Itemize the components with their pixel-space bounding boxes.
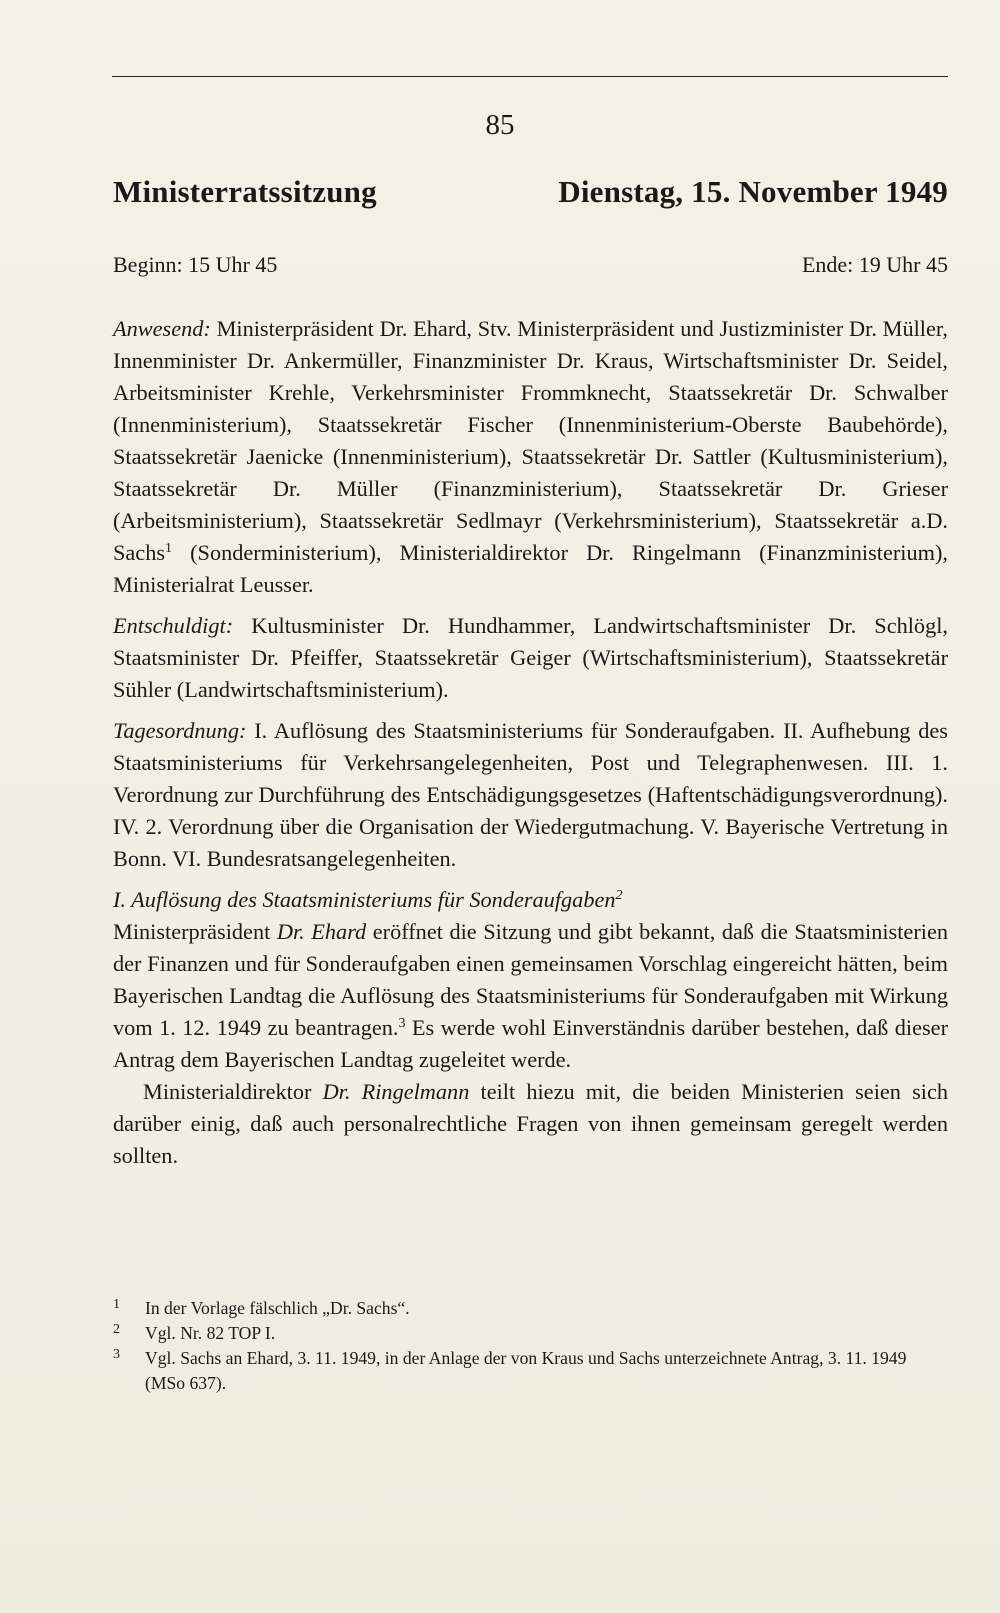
footnote-ref-1: 1: [165, 541, 173, 556]
body-paragraph-2: [113, 1076, 948, 1172]
session-end: Ende: 19 Uhr 45: [801, 252, 948, 277]
excused-paragraph: [113, 610, 948, 706]
para2-text-a: Ministerialdirektor: [143, 1079, 323, 1104]
document-body: [113, 313, 948, 1172]
footnote-text: Vgl. Sachs an Ehard, 3. 11. 1949, in der Anlage der von Kraus und Sachs unterzeichnete Antrag, 3. 11. 1949 (MSo 637).: [145, 1348, 907, 1393]
document-number: 85: [485, 109, 515, 141]
body-paragraph-1: [113, 916, 948, 1076]
section-title: [113, 884, 948, 916]
para2-text-b: teilt hiezu mit, die beiden Ministerien seien sich darüber einig, daß auch personalrechtliche Fragen von ihnen gemeinsam geregelt werden sollten.: [113, 1079, 948, 1168]
footnote-number: 1: [113, 1297, 120, 1312]
attendees-text: Ministerpräsident Dr. Ehard, Stv. Ministerpräsident und Justizminister Dr. Müller, Innenminister Dr. Ankermüller, Finanzminister Dr. Kraus, Wirtschaftsminister Dr. Seidel, Arbeitsminister Krehle, Verkehrsminister Frommknecht, Staatssekretär Dr. Schwalber (Innenministerium), Staatssekretär Fischer (Innenministerium-Oberste Baubehörde), Staatssekretär Jaenicke (Innenministerium), Staatssekretär Dr. Sattler (Kultusministerium), Staatssekretär Dr. Müller (Finanzministerium), Staatssekretär Dr. Grieser (Arbeitsministerium), Staatssekretär Sedlmayr (Verkehrsministerium), Staatssekretär a.D. Sachs: [113, 316, 948, 565]
excused-text: Kultusminister Dr. Hundhammer, Landwirtschaftsminister Dr. Schlögl, Staatsminister Dr. Pfeiffer, Staatssekretär Geiger (Wirtschaftsministerium), Staatssekretär Sühler (Landwirtschaftsministerium).: [113, 613, 948, 702]
footnote-2: [113, 1321, 948, 1346]
footnotes: [113, 1296, 948, 1396]
footnote-3: [113, 1346, 948, 1396]
footnote-text: In der Vorlage fälschlich „Dr. Sachs“.: [145, 1298, 410, 1318]
para1-text-c: Es werde wohl Einverständnis darüber bestehen, daß dieser Antrag dem Bayerischen Landtag zugeleitet werde.: [113, 1015, 948, 1072]
speaker-name-ehard: Dr. Ehard: [276, 919, 367, 944]
footnote-ref-3: 3: [398, 1016, 406, 1031]
footnote-text: Vgl. Nr. 82 TOP I.: [145, 1323, 276, 1343]
footnote-1: [113, 1296, 948, 1321]
section-title-text: I. Auflösung des Staatsministeriums für Sonderaufgaben: [113, 887, 616, 912]
attendees-paragraph: [113, 313, 948, 601]
heading-title: Ministerratssitzung: [113, 174, 377, 209]
para1-text-b: eröffnet die Sitzung und gibt bekannt, daß die Staatsministerien der Finanzen und für Sonderaufgaben einen gemeinsamen Vorschlag eingereicht hätten, beim Bayerischen Landtag die Auflösung des Staatsministeriums für Sonderaufgaben mit Wirkung vom 1. 12. 1949 zu beantragen.: [113, 919, 948, 1040]
agenda-text: I. Auflösung des Staatsministeriums für Sonderaufgaben. II. Aufhebung des Staatsministeriums für Verkehrsangelegenheiten, Post und Telegraphenwesen. III. 1. Verordnung zur Durchführung des Entschädigungsgesetzes (Haftentschädigungsverordnung). IV. 2. Verordnung über die Organisation der Wiedergutmachung. V. Bayerische Vertretung in Bonn. VI. Bundesratsangelegenheiten.: [113, 718, 948, 871]
agenda-paragraph: [113, 715, 948, 875]
footnote-ref-2: 2: [615, 888, 623, 903]
agenda-label: Tagesordnung:: [113, 718, 247, 743]
document-heading: [113, 171, 948, 213]
speaker-name-ringelmann: Dr. Ringelmann: [322, 1079, 470, 1104]
heading-date: Dienstag, 15. November 1949: [558, 174, 948, 209]
footnote-number: 2: [113, 1322, 120, 1337]
attendees-label: Anwesend:: [113, 316, 211, 341]
session-times: [113, 249, 948, 281]
attendees-text-continued: (Sonderministerium), Ministerialdirektor Dr. Ringelmann (Finanzministerium), Ministerialrat Leusser.: [113, 540, 948, 597]
para1-text-a: Ministerpräsident: [113, 919, 277, 944]
session-start: Beginn: 15 Uhr 45: [113, 252, 278, 277]
header-rule: [112, 76, 948, 77]
excused-label: Entschuldigt:: [113, 613, 234, 638]
footnote-number: 3: [113, 1347, 120, 1362]
